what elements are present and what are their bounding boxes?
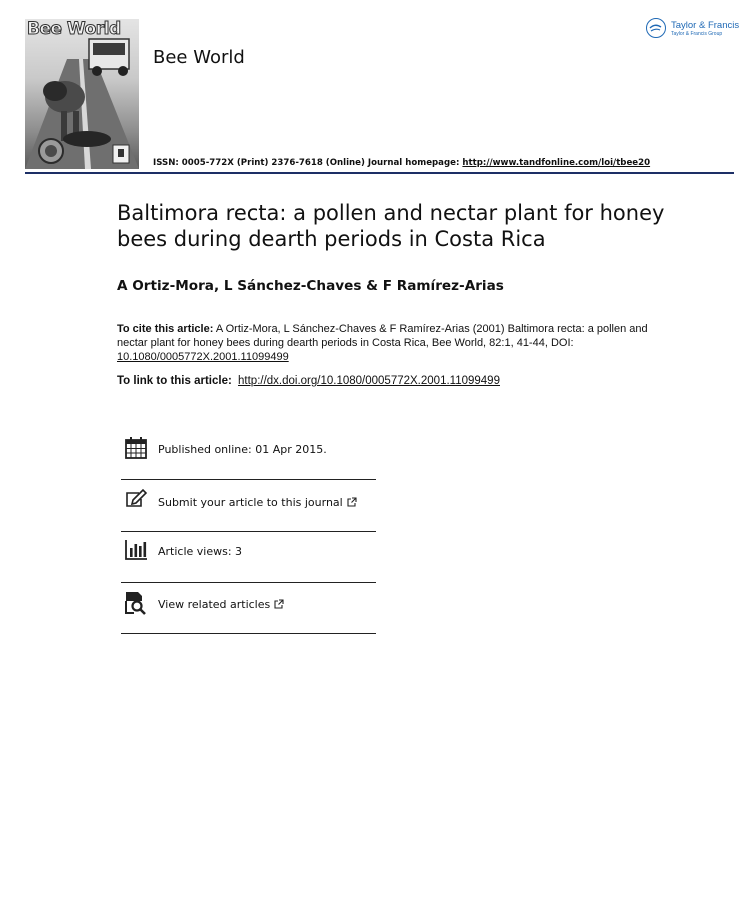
info-separator [121,479,376,480]
article-doi-link[interactable]: http://dx.doi.org/10.1080/0005772X.2001.11099499 [238,375,500,387]
submit-article-item[interactable] [124,487,376,517]
cite-doi-link[interactable]: 10.1080/0005772X.2001.11099499 [117,351,289,363]
link-label: To link to this article: [117,375,232,387]
logo-line-primary: Taylor & Francis [671,20,740,31]
external-link-icon [274,599,284,609]
cite-label: To cite this article: [117,323,214,335]
article-views-item [124,539,376,569]
citation-block [117,322,657,364]
header-rule [25,172,734,174]
journal-homepage-link[interactable]: http://www.tandfonline.com/loi/tbee20 [462,158,651,168]
cover-title: Bee World [27,19,121,39]
published-online-item [124,436,376,466]
published-online-text: Published online: 01 Apr 2015. [158,443,327,456]
cite-text: A Ortiz-Mora, L Sánchez-Chaves & F Ramírez-Arias (2001) Baltimora recta: a pollen and nectar plant for honey bees during dearth periods in Costa Rica, Bee World, 82:1, 41-44, DOI: [117,323,648,349]
article-link-block [117,375,500,387]
related-articles-link[interactable]: View related articles [158,598,271,611]
edit-icon [124,487,150,513]
taylor-francis-logo [646,18,746,42]
logo-line-secondary: Taylor & Francis Group [671,31,723,37]
related-articles-item[interactable] [124,591,376,621]
journal-cover-image [25,19,139,169]
info-separator [121,582,376,583]
article-title: Baltimora recta: a pollen and nectar plant for honey bees during dearth periods in Costa Rica [117,201,665,251]
journal-name: Bee World [153,47,245,68]
info-separator [121,531,376,532]
issn-text: ISSN: 0005-772X (Print) 2376-7618 (Online) Journal homepage: [153,158,463,168]
article-views-text: Article views: 3 [158,545,243,558]
bar-chart-icon [124,539,150,565]
article-authors: A Ortiz-Mora, L Sánchez-Chaves & F Ramírez-Arias [117,278,504,294]
info-separator [121,633,376,634]
submit-article-link[interactable]: Submit your article to this journal [158,496,343,509]
calendar-icon [124,436,150,462]
taylor-francis-emblem-icon [646,18,666,38]
search-document-icon [124,591,150,617]
issn-line [153,158,650,168]
external-link-icon [347,497,357,507]
